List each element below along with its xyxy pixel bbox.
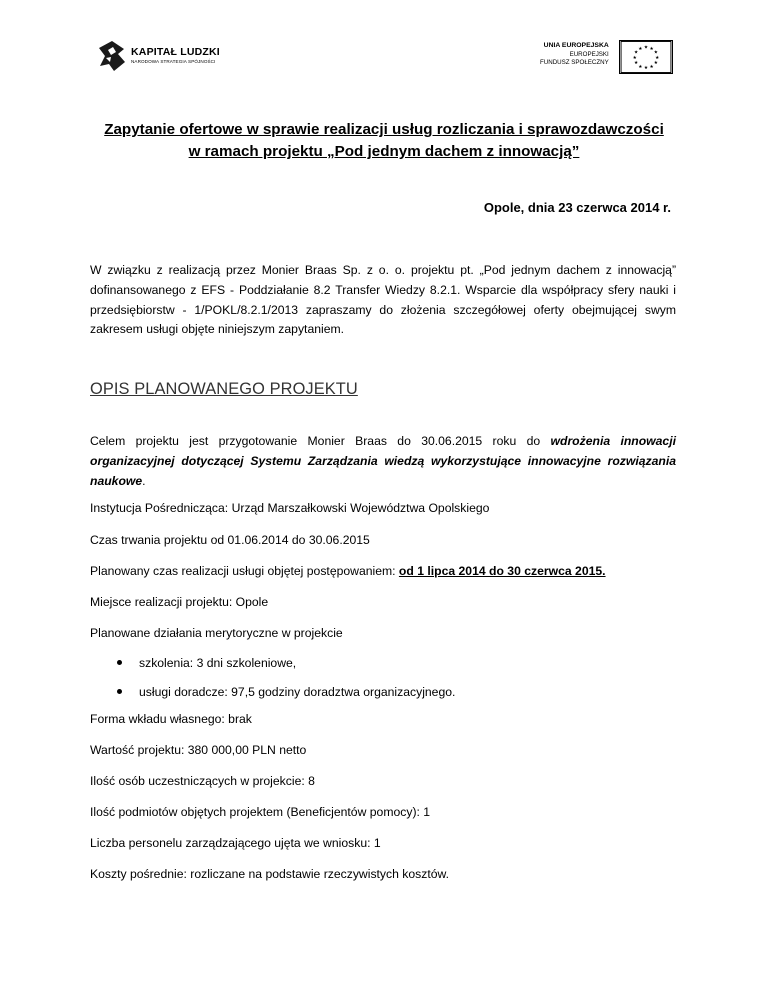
intro-paragraph: W związku z realizacją przez Monier Braas Sp. z o. o. projektu pt. „Pod jednym dachem z innowacją” dofinansowanego z EFS - Poddziałanie 8.2 Transfer Wiedzy 8.2.1. Wsparcie dla współpracy sfery nauki i przedsiębiorstw - 1/POKL/8.2.1/2013 zapraszamy do złożenia szczegółowej oferty obejmującej swym zakresem usługi objęte niniejszym zapytaniem. bbox=[90, 263, 676, 337]
activities-heading: Planowane działania merytoryczne w projekcie bbox=[90, 626, 343, 640]
svg-text:★: ★ bbox=[654, 55, 660, 61]
svg-text:★: ★ bbox=[638, 64, 643, 70]
list-item-text: szkolenia: 3 dni szkoleniowe, bbox=[139, 656, 297, 670]
eu-line-2: EUROPEJSKI bbox=[569, 50, 609, 58]
document-date: Opole, dnia 23 czerwca 2014 r. bbox=[483, 200, 671, 215]
value-line: Wartość projektu: 380 000,00 PLN netto bbox=[90, 743, 307, 757]
kapital-ludzki-emblem-icon bbox=[97, 40, 127, 72]
eu-line-1: UNIA EUROPEJSKA bbox=[543, 42, 609, 49]
duration-line: Czas trwania projektu od 01.06.2014 do 30.06.2015 bbox=[90, 533, 370, 547]
staff-line: Liczba personelu zarządzającego ujęta we wniosku: 1 bbox=[90, 836, 381, 850]
goal-suffix: . bbox=[142, 473, 146, 488]
place-line: Miejsce realizacji projektu: Opole bbox=[90, 595, 269, 609]
participants-line: Ilość osób uczestniczących w projekcie: 8 bbox=[90, 774, 315, 788]
svg-text:★: ★ bbox=[643, 45, 648, 51]
section-heading: OPIS PLANOWANEGO PROJEKTU bbox=[90, 380, 358, 398]
planned-time-prefix: Planowany czas realizacji usługi objętej postępowaniem: bbox=[90, 564, 399, 578]
own-contribution-line: Forma wkładu własnego: brak bbox=[90, 712, 252, 726]
svg-text:★: ★ bbox=[649, 46, 654, 52]
svg-text:★: ★ bbox=[649, 64, 654, 70]
eu-logo bbox=[540, 40, 673, 74]
svg-text:★: ★ bbox=[653, 50, 658, 56]
list-item-text: usługi doradcze: 97,5 godziny doradztwa organizacyjnego. bbox=[139, 685, 456, 699]
svg-text:★: ★ bbox=[643, 66, 648, 72]
bullet-icon bbox=[117, 660, 122, 665]
svg-text:★: ★ bbox=[633, 50, 638, 56]
bullet-icon bbox=[117, 689, 122, 694]
title-line-2: w ramach projektu „Pod jednym dachem z innowacją” bbox=[188, 143, 580, 160]
planned-time-line bbox=[90, 562, 676, 582]
svg-text:★: ★ bbox=[638, 46, 643, 52]
beneficiaries-line: Ilość podmiotów objętych projektem (Beneficjentów pomocy): 1 bbox=[90, 805, 431, 819]
svg-text:★: ★ bbox=[633, 61, 638, 67]
eu-flag-icon bbox=[619, 40, 673, 74]
planned-time-emphasis: od 1 lipca 2014 do 30 czerwca 2015. bbox=[398, 564, 606, 578]
goal-emphasis: wdrożenia innowacji organizacyjnej dotyczącej Systemu Zarządzania wiedzą wykorzystujące innowacyjne rozwiązania naukowe bbox=[90, 434, 676, 488]
indirect-costs-line: Koszty pośrednie: rozliczane na podstawie rzeczywistych kosztów. bbox=[90, 867, 450, 881]
institution-line: Instytucja Pośrednicząca: Urząd Marszałkowski Województwa Opolskiego bbox=[90, 501, 490, 515]
svg-text:★: ★ bbox=[653, 61, 658, 67]
kapital-ludzki-logo bbox=[97, 40, 220, 72]
eu-line-3: FUNDUSZ SPOŁECZNY bbox=[540, 59, 609, 66]
svg-text:★: ★ bbox=[632, 55, 637, 61]
document-title bbox=[0, 119, 768, 163]
goal-prefix: Celem projektu jest przygotowanie Monier Braas do 30.06.2015 roku do bbox=[90, 434, 551, 448]
logo-subtitle: NARODOWA STRATEGIA SPÓJNOŚCI bbox=[131, 59, 216, 64]
title-line-1: Zapytanie ofertowe w sprawie realizacji usług rozliczania i sprawozdawczości bbox=[104, 121, 664, 138]
goal-paragraph bbox=[90, 432, 676, 491]
logo-title: KAPITAŁ LUDZKI bbox=[131, 46, 220, 58]
